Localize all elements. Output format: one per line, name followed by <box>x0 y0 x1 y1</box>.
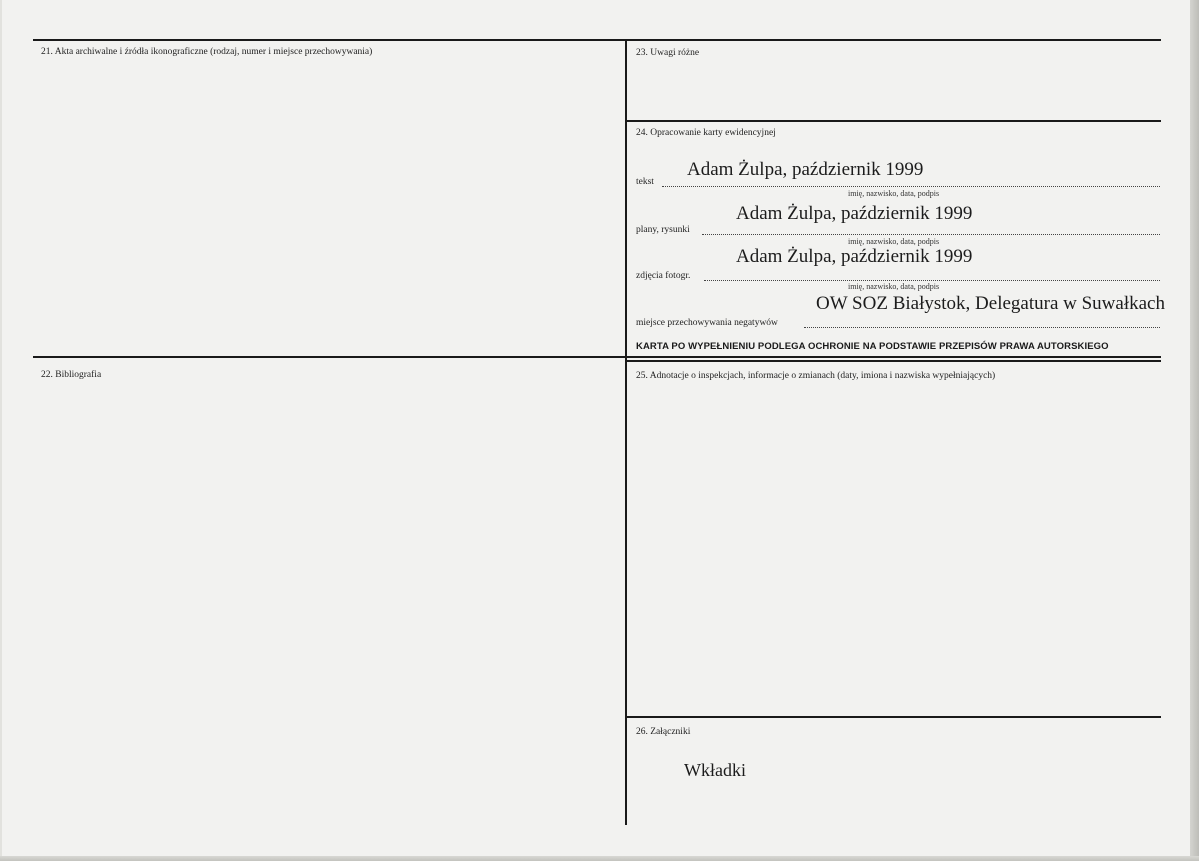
section-26-label: 26. Załączniki <box>636 727 691 737</box>
section-22-label: 22. Bibliografia <box>41 370 102 380</box>
photos-author-value: Adam Żulpa, październik 1999 <box>736 246 973 267</box>
paper-left-edge <box>0 0 2 861</box>
attachments-value: Wkładki <box>684 760 746 780</box>
text-author-value: Adam Żulpa, październik 1999 <box>687 159 924 180</box>
section-21-label: 21. Akta archiwalne i źródła ikonograficzne (rodzaj, numer i miejsce przechowywania) <box>41 47 373 57</box>
section-23-label: 23. Uwagi różne <box>636 48 700 58</box>
drawings-field-label: plany, rysunki <box>636 225 690 235</box>
paper-right-edge <box>1190 0 1199 861</box>
drawings-field-sublabel: imię, nazwisko, data, podpis <box>848 237 940 246</box>
photos-field-sublabel: imię, nazwisko, data, podpis <box>848 282 940 291</box>
photos-field-label: zdjęcia fotogr. <box>636 271 691 281</box>
rule-24-notice <box>626 360 1161 362</box>
section-24-label: 24. Opracowanie karty ewidencyjnej <box>636 128 776 138</box>
center-divider <box>625 39 627 825</box>
section-25-label: 25. Adnotacje o inspekcjach, informacje o zmianach (daty, imiona i nazwiska wypełniających) <box>636 371 996 381</box>
text-field-sublabel: imię, nazwisko, data, podpis <box>848 189 940 198</box>
text-field-label: tekst <box>636 177 654 187</box>
middle-rule <box>33 356 1161 358</box>
top-rule <box>33 39 1161 41</box>
rule-23-24 <box>626 120 1161 122</box>
copyright-notice: KARTA PO WYPEŁNIENIU PODLEGA OCHRONIE NA PODSTAWIE PRZEPISÓW PRAWA AUTORSKIEGO <box>636 341 1109 352</box>
negatives-location-value: OW SOZ Białystok, Delegatura w Suwałkach <box>816 293 1165 314</box>
paper-bottom-edge <box>0 856 1199 861</box>
drawings-field-dotline <box>702 234 1160 235</box>
rule-25-26 <box>626 716 1161 718</box>
negatives-field-label: miejsce przechowywania negatywów <box>636 318 778 328</box>
negatives-field-dotline <box>804 327 1160 328</box>
photos-field-dotline <box>704 280 1160 281</box>
text-field-dotline <box>662 186 1160 187</box>
drawings-author-value: Adam Żulpa, październik 1999 <box>736 203 973 224</box>
